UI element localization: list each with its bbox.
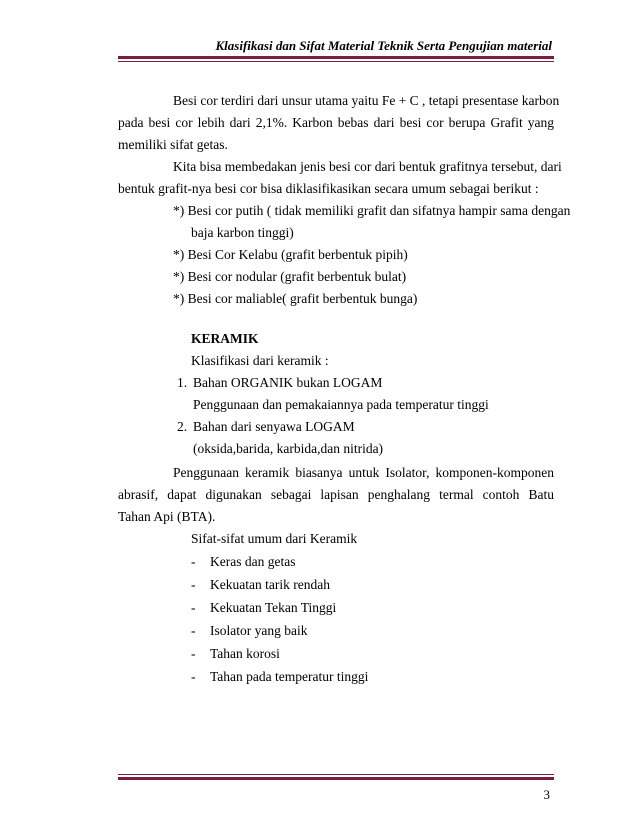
list-item: *) Besi cor maliable( grafit berbentuk bunga): [173, 291, 418, 306]
page-number: 3: [543, 787, 550, 802]
paragraph-line: Kita bisa membedakan jenis besi cor dari bentuk grafitnya tersebut, dari: [173, 159, 562, 174]
property-item: Kekuatan tarik rendah: [210, 577, 330, 592]
paragraph-line: memiliki sifat getas.: [118, 137, 228, 152]
props-title: Sifat-sifat umum dari Keramik: [191, 531, 358, 546]
list-item: *) Besi Cor Kelabu (grafit berbentuk pipih): [173, 247, 408, 262]
list-number: 1.: [177, 375, 188, 390]
section-heading: KERAMIK: [191, 331, 259, 346]
footer-rule-thick: [118, 777, 554, 780]
dash-bullet: -: [191, 669, 196, 684]
running-header: Klasifikasi dan Sifat Material Teknik Serta Pengujian material: [215, 38, 552, 53]
property-item: Tahan pada temperatur tinggi: [210, 669, 369, 684]
list-item-detail: Penggunaan dan pemakaiannya pada temperatur tinggi: [193, 397, 489, 412]
list-item-continuation: baja karbon tinggi): [191, 225, 294, 240]
section-subheading: Klasifikasi dari keramik :: [191, 353, 329, 368]
property-item: Isolator yang baik: [210, 623, 308, 638]
paragraph-line: Besi cor terdiri dari unsur utama yaitu Fe + C , tetapi presentase karbon: [173, 93, 560, 108]
paragraph-line: Penggunaan keramik biasanya untuk Isolator, komponen-komponen: [173, 465, 554, 480]
property-item: Keras dan getas: [210, 554, 296, 569]
dash-bullet: -: [191, 623, 196, 638]
paragraph-line: Tahan Api (BTA).: [118, 509, 216, 524]
list-item-detail: (oksida,barida, karbida,dan nitrida): [193, 441, 384, 456]
header-rule-thick: [118, 56, 554, 59]
list-number: 2.: [177, 419, 188, 434]
paragraph-line: bentuk grafit-nya besi cor bisa diklasifikasikan secara umum sebagai berikut :: [118, 181, 539, 196]
property-item: Tahan korosi: [210, 646, 280, 661]
dash-bullet: -: [191, 600, 196, 615]
dash-bullet: -: [191, 646, 196, 661]
list-item: Bahan ORGANIK bukan LOGAM: [193, 375, 383, 390]
header-rule-thin: [118, 61, 554, 62]
paragraph-line: abrasif, dapat digunakan sebagai lapisan penghalang termal contoh Batu: [118, 487, 554, 502]
list-item: *) Besi cor putih ( tidak memiliki grafit dan sifatnya hampir sama dengan: [173, 203, 571, 218]
dash-bullet: -: [191, 577, 196, 592]
property-item: Kekuatan Tekan Tinggi: [210, 600, 337, 615]
list-item: Bahan dari senyawa LOGAM: [193, 419, 355, 434]
footer-rule-thin: [118, 774, 554, 775]
list-item: *) Besi cor nodular (grafit berbentuk bulat): [173, 269, 407, 284]
paragraph-line: pada besi cor lebih dari 2,1%. Karbon bebas dari besi cor berupa Grafit yang: [118, 115, 554, 130]
dash-bullet: -: [191, 554, 196, 569]
